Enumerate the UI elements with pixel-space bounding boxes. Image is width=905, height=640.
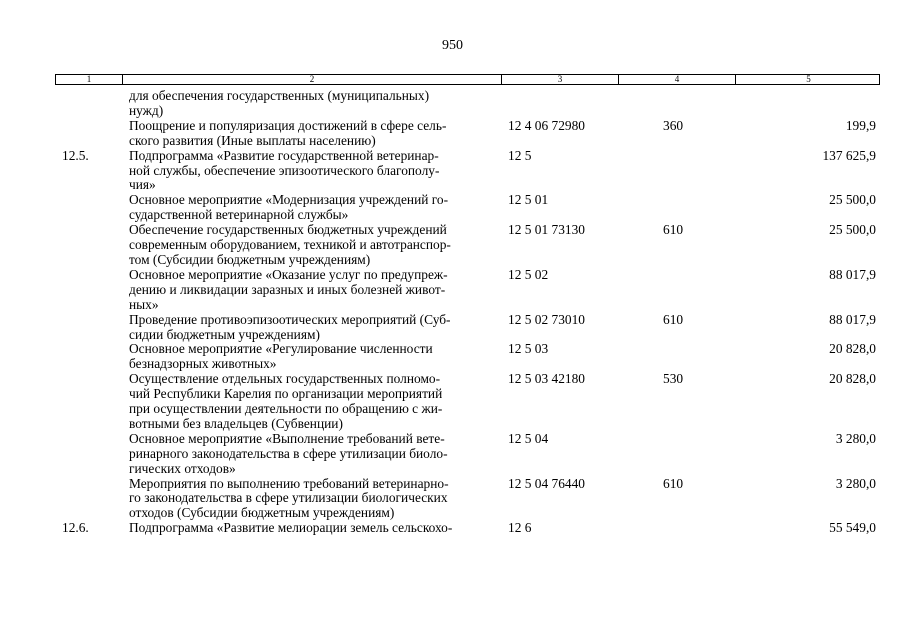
row-sum: 3 280,0 [835,475,876,491]
row-description: Основное мероприятие «Модернизация учреждений го- сударственной ветеринарной службы» [129,192,449,223]
row-sum: 137 625,9 [822,147,876,163]
table-row [55,521,880,536]
header-col-4: 4 [619,75,736,84]
table-row [55,149,880,194]
table-row [55,268,880,313]
row-sum: 199,9 [845,117,876,133]
row-sum: 25 500,0 [829,192,876,208]
row-code: 12 5 02 [508,266,549,282]
row-sum: 88 017,9 [829,266,876,282]
row-sum: 25 500,0 [829,222,876,238]
row-sum: 20 828,0 [829,341,876,357]
table-row [55,342,880,372]
row-sum: 55 549,0 [829,520,876,536]
row-sum: 20 828,0 [829,371,876,387]
row-description: Подпрограмма «Развитие мелиорации земель сельскохо- [129,520,453,536]
row-number: 12.6. [62,520,89,536]
table-header [55,74,880,85]
row-type: 610 [663,311,684,327]
row-code: 12 5 03 42180 [508,371,585,387]
row-code: 12 6 [508,520,532,536]
row-code: 12 5 02 73010 [508,311,585,327]
row-description: Основное мероприятие «Выполнение требований вете- ринарного законодательства в сфере утилизации биоло- гических отходов» [129,430,448,476]
table-row [55,223,880,268]
header-col-1: 1 [56,75,123,84]
row-code: 12 4 06 72980 [508,117,585,133]
row-description: Подпрограмма «Развитие государственной ветеринар- ной службы, обеспечение эпизоотического благополу- чия» [129,147,440,193]
header-col-2: 2 [123,75,502,84]
row-description: Поощрение и популяризация достижений в сфере сель- ского развития (Иные выплаты населению) [129,117,447,148]
table-row [55,119,880,149]
row-description: для обеспечения государственных (муниципальных) нужд) [129,88,430,118]
row-code: 12 5 01 73130 [508,222,585,238]
budget-table-body [55,89,880,536]
page-number: 950 [442,38,463,53]
row-type: 530 [663,371,684,387]
row-code: 12 5 04 [508,430,549,446]
table-row [55,477,880,522]
row-type: 610 [663,222,684,238]
row-description: Мероприятия по выполнению требований ветеринарно- го законодательства в сфере утилизации биологических отходов (Субсидии бюджетным учреждениям) [129,475,449,521]
table-row [55,432,880,477]
table-row [55,89,880,119]
table-row [55,193,880,223]
row-code: 12 5 01 [508,192,549,208]
header-col-5: 5 [806,74,811,84]
row-sum: 88 017,9 [829,311,876,327]
row-code: 12 5 [508,147,532,163]
row-description: Осуществление отдельных государственных полномо- чий Республики Карелия по организации мероприятий при осуществлении деятельности по обращению с жи- вотными без владельцев (Субвенции) [129,371,443,431]
row-code: 12 5 03 [508,341,549,357]
row-code: 12 5 04 76440 [508,475,585,491]
row-type: 360 [663,117,684,133]
row-description: Основное мероприятие «Оказание услуг по предупреж- дению и ликвидации заразных и иных болезней живот- ных» [129,266,448,312]
row-description: Проведение противоэпизоотических мероприятий (Суб- сидии бюджетным учреждениям) [129,311,451,342]
table-row [55,372,880,432]
header-col-3: 3 [502,75,619,84]
row-type: 610 [663,475,684,491]
row-description: Обеспечение государственных бюджетных учреждений современным оборудованием, техникой и автотранспор- том (Субсидии бюджетным учреждениям) [129,222,451,267]
row-description: Основное мероприятие «Регулирование численности безнадзорных животных» [129,341,433,372]
row-number: 12.5. [62,147,89,163]
table-row [55,313,880,343]
row-sum: 3 280,0 [835,430,876,446]
